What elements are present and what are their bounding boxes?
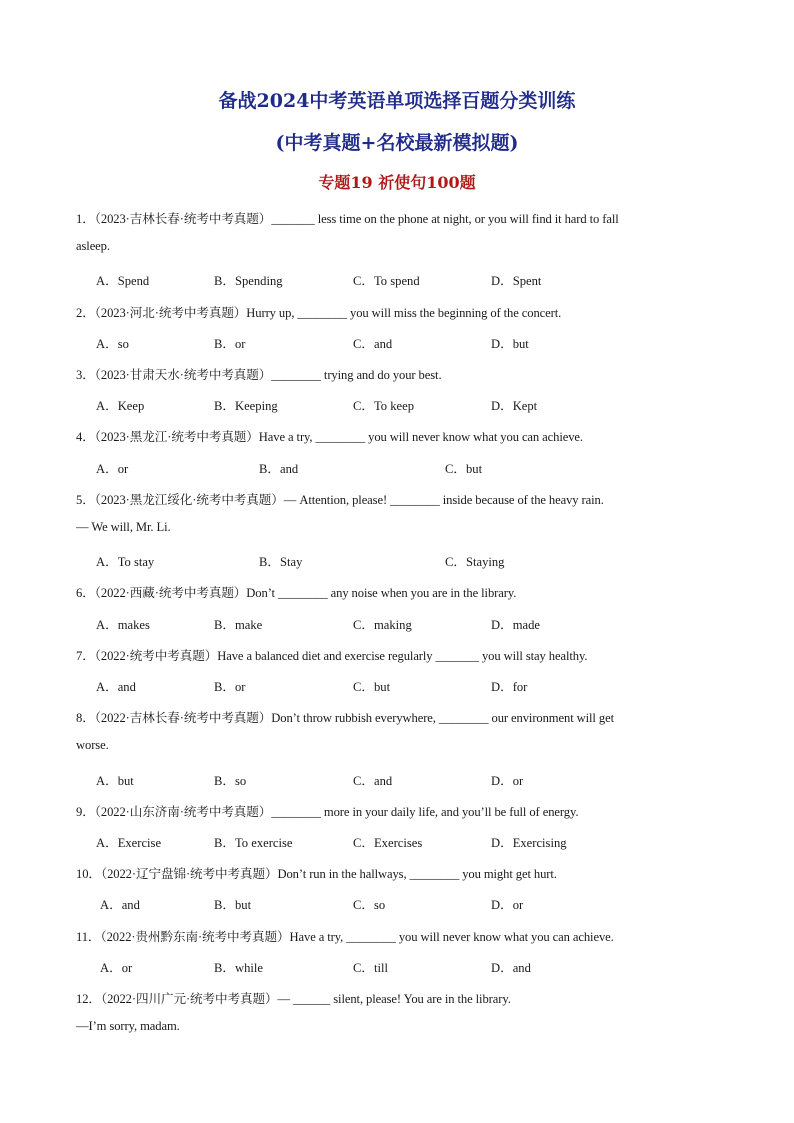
question-stem-continued: — We will, Mr. Li. [76,520,171,534]
question-stem: 12．（2022·四川广元·统考中考真题）— ______ silent, please! You are in the library. [76,992,511,1006]
question-stem: 2．（2023·河北·统考中考真题）Hurry up, ________ you will miss the beginning of the concert. [76,306,562,320]
option-b: B．make [214,618,263,632]
option-c: C．Staying [445,555,505,569]
option-d: D．and [491,961,531,975]
option-b: B．Stay [259,555,303,569]
option-c: C．To keep [353,399,415,413]
option-d: D．Exercising [491,836,567,850]
option-c: C．Exercises [353,836,423,850]
question-stem: 8．（2022·吉林长春·统考中考真题）Don’t throw rubbish everywhere, ________ our environment will get [76,711,614,725]
option-c: C．making [353,618,412,632]
option-a: A．Exercise [96,836,162,850]
question-stem: 1．（2023·吉林长春·统考中考真题）_______ less time on the phone at night, or you will find it hard to fall [76,212,619,226]
option-d: D．or [491,774,524,788]
option-d: D．Kept [491,399,538,413]
topic-heading: 专题19 祈使句100题 [318,173,476,192]
option-b: B．while [214,961,263,975]
option-c: C．so [353,898,386,912]
option-c: C．To spend [353,274,420,288]
question-stem: 4．（2023·黑龙江·统考中考真题）Have a try, ________ you will never know what you can achieve. [76,430,583,444]
option-d: D．made [491,618,540,632]
option-b: B．To exercise [214,836,293,850]
option-b: B．or [214,337,246,351]
option-b: B．or [214,680,246,694]
option-d: D．Spent [491,274,542,288]
question-stem-continued: asleep. [76,239,110,253]
question-stem: 9．（2022·山东济南·统考中考真题）________ more in your daily life, and you’ll be full of energy. [76,805,579,819]
question-stem: 7．（2022·统考中考真题）Have a balanced diet and exercise regularly _______ you will stay healthy. [76,649,588,663]
option-b: B．so [214,774,247,788]
question-stem: 10．（2022·辽宁盘锦·统考中考真题）Don’t run in the hallways, ________ you might get hurt. [76,867,557,881]
question-stem: 3．（2023·甘肃天水·统考中考真题）________ trying and do your best. [76,368,442,382]
option-a: A．makes [96,618,150,632]
option-a: A．or [96,462,129,476]
option-a: A．or [100,961,133,975]
option-c: C．and [353,337,393,351]
option-a: A．To stay [96,555,155,569]
option-d: D．but [491,337,529,351]
option-b: B．but [214,898,252,912]
option-d: D．or [491,898,524,912]
option-d: D．for [491,680,528,694]
option-a: A．Spend [96,274,150,288]
question-stem: 5．（2023·黑龙江绥化·统考中考真题）— Attention, please! ________ inside because of the heavy rain. [76,493,604,507]
option-b: B．Spending [214,274,283,288]
option-c: C．but [445,462,483,476]
option-a: A．so [96,337,129,351]
option-b: B．and [259,462,299,476]
option-a: A．and [96,680,136,694]
question-stem: 11．（2022·贵州黔东南·统考中考真题）Have a try, ________ you will never know what you can achieve. [76,930,614,944]
option-a: A．and [100,898,140,912]
option-b: B．Keeping [214,399,278,413]
option-c: C．till [353,961,388,975]
option-a: A．Keep [96,399,145,413]
page-subtitle: (中考真题+名校最新模拟题) [275,132,519,154]
page-title: 备战2024中考英语单项选择百题分类训练 [218,90,576,112]
question-stem: 6．（2022·西藏·统考中考真题）Don’t ________ any noise when you are in the library. [76,586,517,600]
question-stem-continued: —I’m sorry, madam. [76,1019,180,1033]
question-stem-continued: worse. [76,738,109,752]
option-a: A．but [96,774,134,788]
option-c: C．but [353,680,391,694]
option-c: C．and [353,774,393,788]
